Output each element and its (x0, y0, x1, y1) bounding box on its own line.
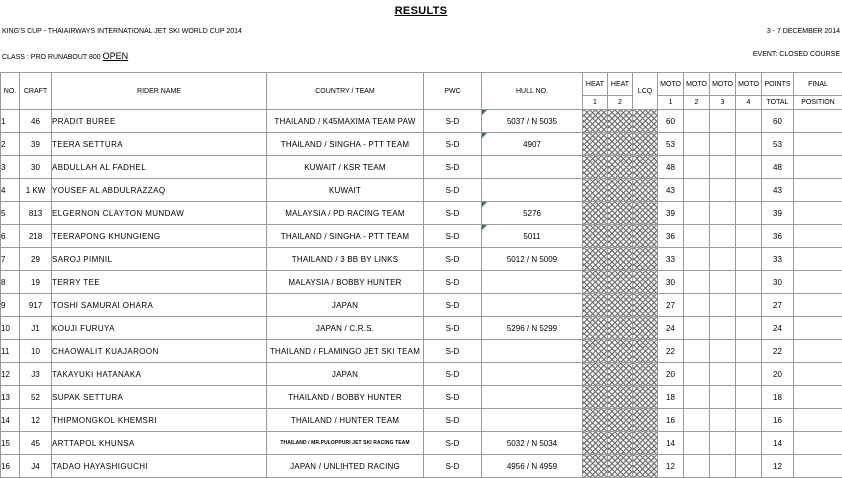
cell-moto3 (710, 317, 736, 340)
cell-heat1 (583, 202, 608, 225)
cell-heat1 (583, 294, 608, 317)
cell-hull (482, 363, 583, 386)
col-lcq: LCQ (633, 73, 658, 110)
cell-rider: ELGERNON CLAYTON MUNDAW (52, 202, 267, 225)
cell-hull (482, 271, 583, 294)
cell-heat2 (608, 225, 633, 248)
cell-rider: TOSHI SAMURAI OHARA (52, 294, 267, 317)
page-title (0, 0, 842, 22)
cell-craft: J4 (20, 455, 52, 478)
cell-craft: 1 KW (20, 179, 52, 202)
cell-craft: 917 (20, 294, 52, 317)
cell-points: 53 (762, 133, 794, 156)
cell-final (794, 386, 842, 409)
cell-moto1: 16 (658, 409, 684, 432)
cell-no: 3 (1, 156, 20, 179)
cell-craft: 52 (20, 386, 52, 409)
cell-heat1 (583, 317, 608, 340)
cell-no: 13 (1, 386, 20, 409)
cell-moto2 (684, 133, 710, 156)
cell-heat1 (583, 133, 608, 156)
cell-lcq (633, 432, 658, 455)
cell-craft: 12 (20, 409, 52, 432)
cell-moto3 (710, 271, 736, 294)
cell-pwc: S-D (424, 363, 482, 386)
cell-lcq (633, 294, 658, 317)
cell-moto2 (684, 317, 710, 340)
cell-hull (482, 386, 583, 409)
table-row (1, 294, 842, 317)
event-dates: 3 - 7 DECEMBER 2014 (766, 28, 840, 35)
cell-heat1 (583, 340, 608, 363)
col-heat1: HEAT (583, 73, 608, 96)
cell-country: MALAYSIA / BOBBY HUNTER (267, 271, 424, 294)
cell-rider: KOUJI FURUYA (52, 317, 267, 340)
cell-heat1 (583, 363, 608, 386)
cell-moto1: 22 (658, 340, 684, 363)
class-open: OPEN (102, 51, 129, 61)
col-moto2: MOTO (684, 73, 710, 96)
cell-moto2 (684, 455, 710, 478)
cell-moto3 (710, 202, 736, 225)
cell-country: THAILAND / FLAMINGO JET SKI TEAM (267, 340, 424, 363)
cell-final (794, 340, 842, 363)
results-body (1, 110, 842, 478)
cell-moto4 (736, 340, 762, 363)
cell-craft: 39 (20, 133, 52, 156)
cell-hull: 4956 / N 4959 (482, 455, 583, 478)
cell-moto3 (710, 248, 736, 271)
cell-heat1 (583, 432, 608, 455)
cell-craft: J3 (20, 363, 52, 386)
cell-lcq (633, 225, 658, 248)
table-row (1, 156, 842, 179)
cell-moto1: 18 (658, 386, 684, 409)
col-heat2-sub: 2 (608, 96, 633, 110)
cell-moto4 (736, 455, 762, 478)
cell-moto4 (736, 386, 762, 409)
cell-moto4 (736, 294, 762, 317)
cell-heat1 (583, 271, 608, 294)
table-row (1, 271, 842, 294)
cell-country: THAILAND / K45MAXIMA TEAM PAW (267, 110, 424, 133)
cell-moto1: 27 (658, 294, 684, 317)
cell-pwc: S-D (424, 156, 482, 179)
cell-points: 33 (762, 248, 794, 271)
cell-pwc: S-D (424, 455, 482, 478)
cell-points: 30 (762, 271, 794, 294)
cell-country: JAPAN / C.R.S. (267, 317, 424, 340)
cell-moto4 (736, 248, 762, 271)
cell-no: 7 (1, 248, 20, 271)
cell-craft: 46 (20, 110, 52, 133)
cell-no: 6 (1, 225, 20, 248)
cell-hull: 5276 (482, 202, 583, 225)
cell-no: 5 (1, 202, 20, 225)
cell-lcq (633, 409, 658, 432)
table-row (1, 133, 842, 156)
cell-moto4 (736, 110, 762, 133)
cell-final (794, 271, 842, 294)
cell-moto1: 14 (658, 432, 684, 455)
cell-pwc: S-D (424, 386, 482, 409)
cell-heat2 (608, 294, 633, 317)
cell-craft: 218 (20, 225, 52, 248)
cell-hull: 4907 (482, 133, 583, 156)
cell-final (794, 317, 842, 340)
cell-country: KUWAIT (267, 179, 424, 202)
cell-heat2 (608, 340, 633, 363)
cell-pwc: S-D (424, 133, 482, 156)
cell-heat2 (608, 156, 633, 179)
cell-hull: 5296 / N 5299 (482, 317, 583, 340)
cell-points: 27 (762, 294, 794, 317)
cell-hull: 5032 / N 5034 (482, 432, 583, 455)
cell-rider: ABDULLAH AL FADHEL (52, 156, 267, 179)
col-craft: CRAFT (20, 73, 52, 110)
cell-no: 2 (1, 133, 20, 156)
cell-pwc: S-D (424, 340, 482, 363)
cell-heat1 (583, 248, 608, 271)
cell-final (794, 202, 842, 225)
cell-lcq (633, 179, 658, 202)
cell-moto3 (710, 409, 736, 432)
cell-lcq (633, 156, 658, 179)
col-moto3-sub: 3 (710, 96, 736, 110)
cell-no: 9 (1, 294, 20, 317)
cell-moto4 (736, 133, 762, 156)
cell-points: 14 (762, 432, 794, 455)
cell-moto1: 12 (658, 455, 684, 478)
cell-pwc: S-D (424, 248, 482, 271)
table-row (1, 363, 842, 386)
cell-rider: SUPAK SETTURA (52, 386, 267, 409)
cell-heat1 (583, 386, 608, 409)
cell-points: 60 (762, 110, 794, 133)
cell-pwc: S-D (424, 317, 482, 340)
cell-moto3 (710, 363, 736, 386)
cell-country: JAPAN (267, 294, 424, 317)
cell-heat2 (608, 455, 633, 478)
cell-craft: 19 (20, 271, 52, 294)
cell-country: THAILAND / 3 BB BY LINKS (267, 248, 424, 271)
cell-final (794, 294, 842, 317)
cell-hull: 5037 / N 5035 (482, 110, 583, 133)
cell-craft: 813 (20, 202, 52, 225)
cell-lcq (633, 271, 658, 294)
cell-country: THAILAND / HUNTER TEAM (267, 409, 424, 432)
cell-heat2 (608, 317, 633, 340)
cell-moto1: 24 (658, 317, 684, 340)
cell-moto2 (684, 363, 710, 386)
cell-hull (482, 156, 583, 179)
col-moto4: MOTO (736, 73, 762, 96)
col-final: FINAL (794, 73, 842, 96)
cell-heat1 (583, 455, 608, 478)
col-heat1-sub: 1 (583, 96, 608, 110)
cell-heat2 (608, 133, 633, 156)
cell-heat2 (608, 271, 633, 294)
cell-moto2 (684, 294, 710, 317)
cell-craft: 30 (20, 156, 52, 179)
cell-heat2 (608, 179, 633, 202)
cell-rider: ARTTAPOL KHUNSA (52, 432, 267, 455)
cell-moto3 (710, 294, 736, 317)
table-row (1, 432, 842, 455)
cell-rider: SAROJ PIMNIL (52, 248, 267, 271)
cell-hull (482, 409, 583, 432)
cell-moto4 (736, 179, 762, 202)
col-moto3: MOTO (710, 73, 736, 96)
cell-moto2 (684, 156, 710, 179)
cell-heat1 (583, 179, 608, 202)
col-country: COUNTRY / TEAM (267, 73, 424, 110)
cell-moto4 (736, 432, 762, 455)
cell-rider: CHAOWALIT KUAJAROON (52, 340, 267, 363)
cell-points: 12 (762, 455, 794, 478)
col-pwc: PWC (424, 73, 482, 110)
table-row (1, 179, 842, 202)
cell-rider: TADAO HAYASHIGUCHI (52, 455, 267, 478)
cell-moto4 (736, 317, 762, 340)
col-final-sub: POSITION (794, 96, 842, 110)
table-row (1, 317, 842, 340)
cell-moto2 (684, 340, 710, 363)
cell-no: 12 (1, 363, 20, 386)
cell-lcq (633, 340, 658, 363)
cell-country: THAILAND / SINGHA - PTT TEAM (267, 133, 424, 156)
cell-heat2 (608, 432, 633, 455)
cell-points: 24 (762, 317, 794, 340)
cell-no: 8 (1, 271, 20, 294)
cell-lcq (633, 363, 658, 386)
cell-moto2 (684, 248, 710, 271)
cell-hull: 5012 / N 5009 (482, 248, 583, 271)
cell-moto3 (710, 455, 736, 478)
cell-final (794, 110, 842, 133)
cell-craft: 45 (20, 432, 52, 455)
cell-rider: TAKAYUKI HATANAKA (52, 363, 267, 386)
title-text: RESULTS (394, 5, 448, 17)
cell-heat1 (583, 156, 608, 179)
cell-pwc: S-D (424, 409, 482, 432)
class-label (2, 51, 128, 61)
cell-moto2 (684, 409, 710, 432)
col-hull: HULL NO. (482, 73, 583, 110)
cell-moto1: 20 (658, 363, 684, 386)
cell-lcq (633, 386, 658, 409)
cell-final (794, 156, 842, 179)
cell-pwc: S-D (424, 110, 482, 133)
cell-country: KUWAIT / KSR TEAM (267, 156, 424, 179)
cell-rider: PRADIT BUREE (52, 110, 267, 133)
cell-rider: TEERAPONG KHUNGIENG (52, 225, 267, 248)
cell-no: 11 (1, 340, 20, 363)
cell-rider: TERRY TEE (52, 271, 267, 294)
cell-moto3 (710, 386, 736, 409)
cell-country: THAILAND / MR.PULOPPURI JET SKI RACING TEAM (267, 432, 424, 455)
cell-moto3 (710, 110, 736, 133)
cell-country: THAILAND / SINGHA - PTT TEAM (267, 225, 424, 248)
cell-moto1: 33 (658, 248, 684, 271)
cell-no: 14 (1, 409, 20, 432)
event-type: EVENT: CLOSED COURSE (752, 51, 840, 58)
cell-heat1 (583, 225, 608, 248)
cell-hull (482, 294, 583, 317)
cell-heat2 (608, 409, 633, 432)
cell-pwc: S-D (424, 294, 482, 317)
cell-pwc: S-D (424, 202, 482, 225)
cell-final (794, 248, 842, 271)
cell-moto3 (710, 156, 736, 179)
cell-points: 48 (762, 156, 794, 179)
cell-moto2 (684, 179, 710, 202)
cell-heat2 (608, 202, 633, 225)
cell-final (794, 179, 842, 202)
cell-lcq (633, 317, 658, 340)
cell-pwc: S-D (424, 179, 482, 202)
cell-heat2 (608, 248, 633, 271)
col-points: POINTS (762, 73, 794, 96)
cell-moto2 (684, 432, 710, 455)
cell-points: 39 (762, 202, 794, 225)
cell-heat2 (608, 363, 633, 386)
col-moto1: MOTO (658, 73, 684, 96)
table-row (1, 225, 842, 248)
cell-moto3 (710, 432, 736, 455)
cell-craft: 10 (20, 340, 52, 363)
cell-moto1: 53 (658, 133, 684, 156)
cell-moto4 (736, 363, 762, 386)
cell-hull (482, 179, 583, 202)
cell-lcq (633, 110, 658, 133)
cell-final (794, 133, 842, 156)
cell-final (794, 432, 842, 455)
cell-points: 22 (762, 340, 794, 363)
cell-points: 16 (762, 409, 794, 432)
col-moto2-sub: 2 (684, 96, 710, 110)
event-name: KING'S CUP - THAIAIRWAYS INTERNATIONAL JET SKI WORLD CUP 2014 (2, 28, 242, 35)
cell-craft: J1 (20, 317, 52, 340)
col-moto4-sub: 4 (736, 96, 762, 110)
cell-moto3 (710, 133, 736, 156)
cell-final (794, 225, 842, 248)
cell-hull: 5011 (482, 225, 583, 248)
cell-moto1: 48 (658, 156, 684, 179)
cell-rider: THIPMONGKOL KHEMSRI (52, 409, 267, 432)
cell-moto2 (684, 386, 710, 409)
cell-pwc: S-D (424, 225, 482, 248)
cell-moto1: 43 (658, 179, 684, 202)
cell-moto2 (684, 271, 710, 294)
cell-country: JAPAN (267, 363, 424, 386)
cell-rider: YOUSEF AL ABDULRAZZAQ (52, 179, 267, 202)
cell-final (794, 363, 842, 386)
cell-moto2 (684, 225, 710, 248)
cell-pwc: S-D (424, 432, 482, 455)
class-prefix: CLASS : PRO RUNABOUT 800 (2, 54, 101, 61)
cell-rider: TEERA SETTURA (52, 133, 267, 156)
cell-country: MALAYSIA / PD RACING TEAM (267, 202, 424, 225)
col-points-sub: TOTAL (762, 96, 794, 110)
cell-moto1: 60 (658, 110, 684, 133)
cell-country: THAILAND / BOBBY HUNTER (267, 386, 424, 409)
cell-moto1: 36 (658, 225, 684, 248)
cell-points: 43 (762, 179, 794, 202)
col-no: NO. (1, 73, 20, 110)
col-rider: RIDER NAME (52, 73, 267, 110)
cell-lcq (633, 133, 658, 156)
table-row (1, 386, 842, 409)
cell-pwc: S-D (424, 271, 482, 294)
cell-moto4 (736, 271, 762, 294)
cell-no: 4 (1, 179, 20, 202)
table-row (1, 202, 842, 225)
cell-moto4 (736, 409, 762, 432)
cell-heat1 (583, 409, 608, 432)
cell-no: 15 (1, 432, 20, 455)
table-row (1, 248, 842, 271)
cell-heat2 (608, 386, 633, 409)
cell-moto2 (684, 110, 710, 133)
cell-heat1 (583, 110, 608, 133)
cell-no: 10 (1, 317, 20, 340)
cell-moto3 (710, 179, 736, 202)
cell-no: 1 (1, 110, 20, 133)
cell-points: 18 (762, 386, 794, 409)
cell-craft: 29 (20, 248, 52, 271)
col-moto1-sub: 1 (658, 96, 684, 110)
cell-lcq (633, 455, 658, 478)
cell-moto1: 30 (658, 271, 684, 294)
cell-moto1: 39 (658, 202, 684, 225)
col-heat2: HEAT (608, 73, 633, 96)
cell-country: JAPAN / UNLIHTED RACING (267, 455, 424, 478)
cell-hull (482, 340, 583, 363)
cell-moto3 (710, 340, 736, 363)
cell-moto4 (736, 202, 762, 225)
cell-final (794, 409, 842, 432)
table-row (1, 110, 842, 133)
cell-moto2 (684, 202, 710, 225)
cell-lcq (633, 248, 658, 271)
results-table (0, 72, 842, 478)
cell-final (794, 455, 842, 478)
cell-no: 16 (1, 455, 20, 478)
cell-moto4 (736, 225, 762, 248)
table-row (1, 409, 842, 432)
table-row (1, 455, 842, 478)
cell-points: 20 (762, 363, 794, 386)
cell-moto3 (710, 225, 736, 248)
cell-points: 36 (762, 225, 794, 248)
cell-lcq (633, 202, 658, 225)
table-row (1, 340, 842, 363)
cell-heat2 (608, 110, 633, 133)
cell-moto4 (736, 156, 762, 179)
